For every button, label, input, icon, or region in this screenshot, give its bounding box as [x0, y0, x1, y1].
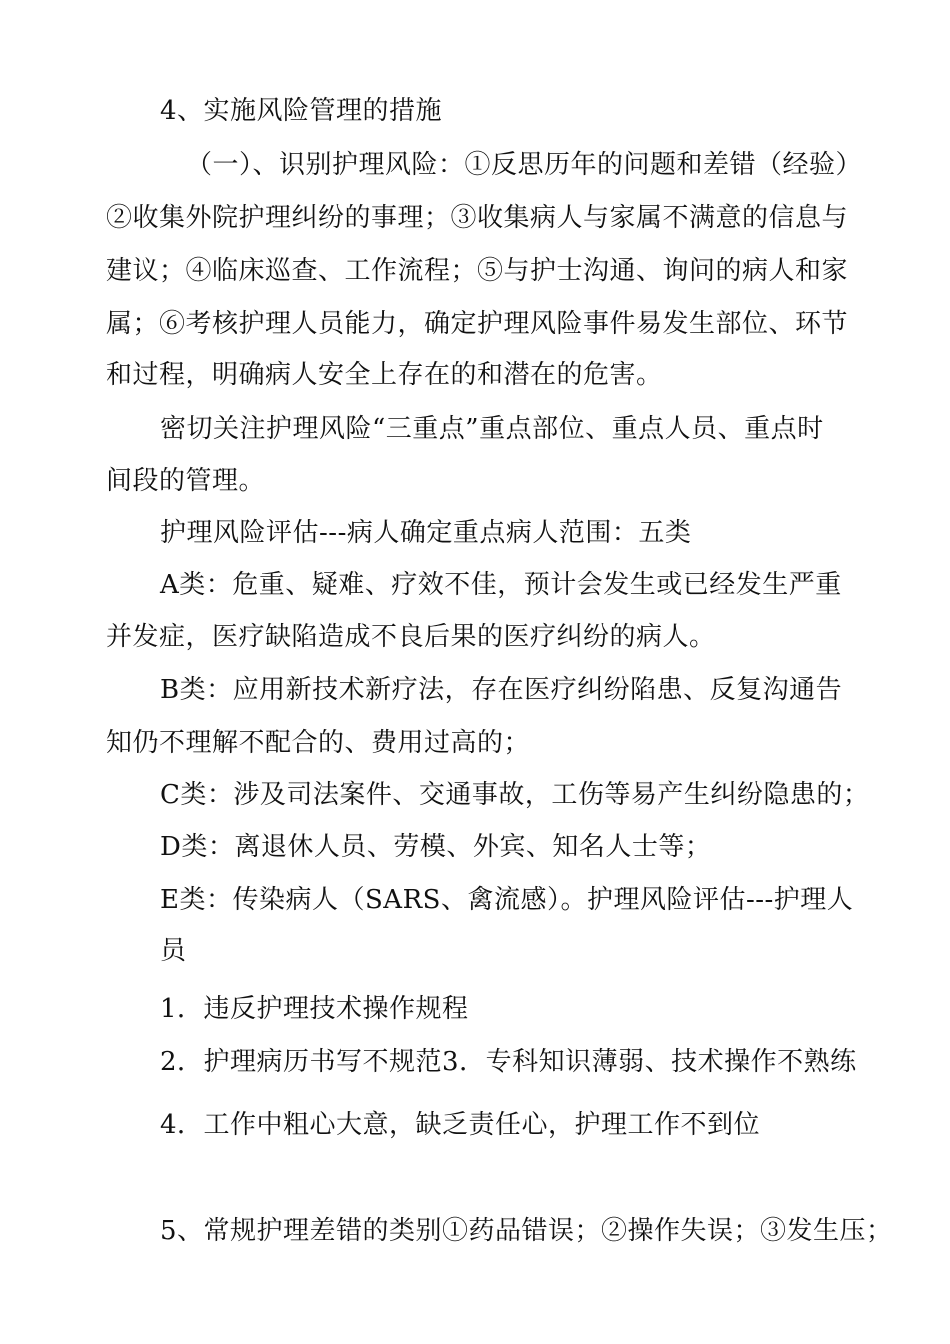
paragraph-line: 密切关注护理风险“三重点”重点部位、重点人员、重点时 [160, 414, 824, 444]
paragraph-line: 属；⑥考核护理人员能力，确定护理风险事件易发生部位、环节 [106, 309, 849, 339]
paragraph-line: C类：涉及司法案件、交通事故，工伤等易产生纠纷隐患的； [160, 780, 870, 810]
list-item: 2．护理病历书写不规范3．专科知识薄弱、技术操作不熟练 [160, 1047, 857, 1077]
paragraph-line: 并发症，医疗缺陷造成不良后果的医疗纠纷的病人。 [106, 622, 716, 652]
paragraph-line: 和过程，明确病人安全上存在的和潜在的危害。 [106, 360, 663, 390]
paragraph-line: D类：离退休人员、劳模、外宾、知名人士等； [160, 832, 712, 862]
paragraph-line: 间段的管理。 [106, 466, 266, 496]
paragraph-line: （一）、识别护理风险：①反思历年的问题和差错（经验） [186, 150, 863, 180]
paragraph-line: A类：危重、疑难、疗效不佳，预计会发生或已经发生严重 [160, 570, 842, 600]
paragraph-line: E类：传染病人（SARS、禽流感）。护理风险评估---护理人 [160, 885, 854, 915]
paragraph-line: ②收集外院护理纠纷的事理；③收集病人与家属不满意的信息与 [106, 203, 849, 233]
list-item: 1．违反护理技术操作规程 [160, 994, 469, 1024]
section-heading: 4、实施风险管理的措施 [160, 96, 443, 126]
paragraph-line: 护理风险评估---病人确定重点病人范围：五类 [160, 518, 692, 548]
paragraph-line: 员 [160, 936, 187, 966]
list-item: 4．工作中粗心大意，缺乏责任心，护理工作不到位 [160, 1110, 761, 1140]
paragraph-line: B类：应用新技术新疗法，存在医疗纠纷陷患、反复沟通告 [160, 675, 843, 705]
section-heading: 5、常规护理差错的类别①药品错误；②操作失误；③发生压； [160, 1216, 893, 1246]
paragraph-line: 建议；④临床巡查、工作流程；⑤与护士沟通、询问的病人和家 [106, 256, 849, 286]
paragraph-line: 知仍不理解不配合的、费用过高的； [106, 728, 531, 758]
